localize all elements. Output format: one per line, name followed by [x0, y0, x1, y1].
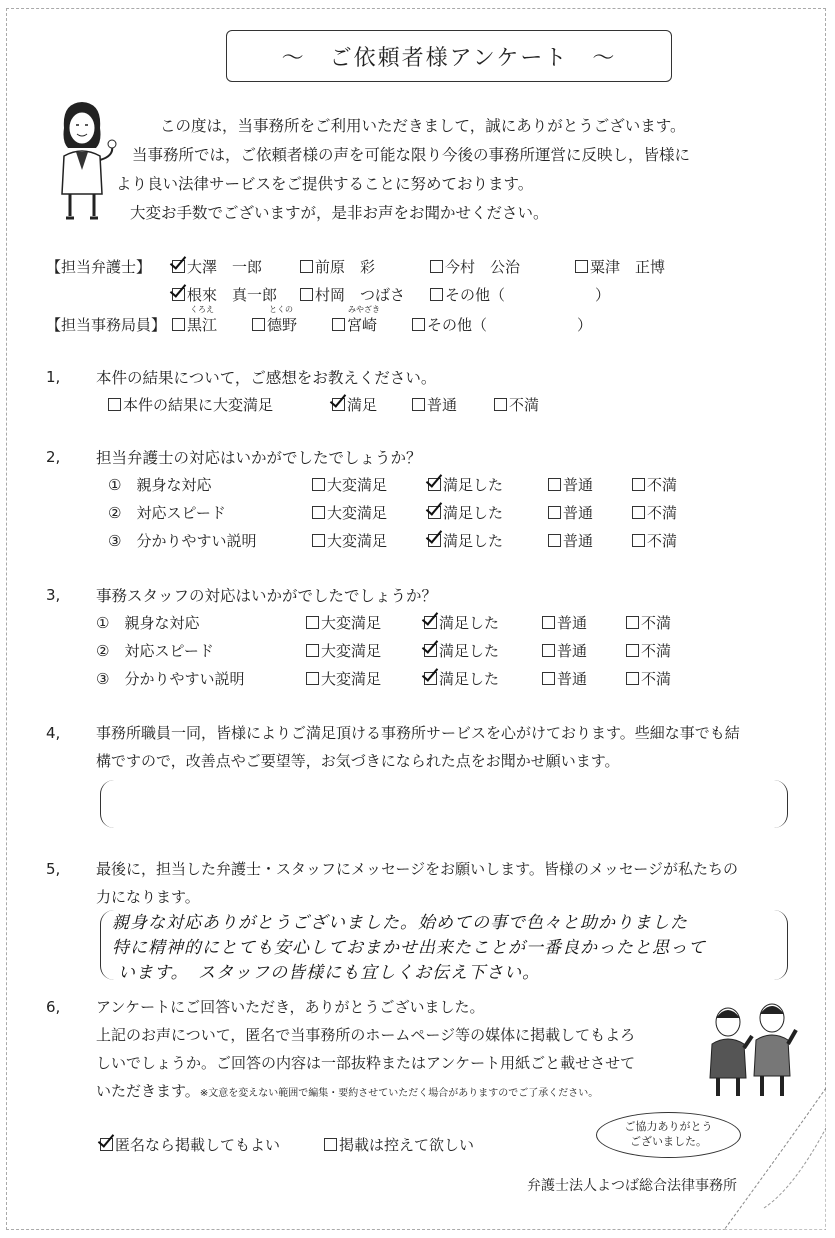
checkbox[interactable]	[548, 478, 561, 491]
answer-option[interactable]: 不満	[626, 612, 671, 633]
checkbox[interactable]	[430, 288, 443, 301]
checkbox-checked[interactable]	[424, 616, 437, 629]
checkbox[interactable]	[312, 478, 325, 491]
answer-option[interactable]: 大変満足	[312, 502, 387, 523]
checkbox[interactable]	[542, 644, 555, 657]
answer-option[interactable]: 不満	[494, 394, 539, 415]
row-label: ② 対応スピード	[96, 642, 214, 660]
question-text: 構ですので，改善点やご要望等，お気づきになられた点をお聞かせ願います。	[96, 752, 620, 770]
checkbox[interactable]	[626, 616, 639, 629]
answer-option[interactable]: 普通	[412, 394, 457, 415]
staff-option[interactable]: 宮崎	[332, 314, 377, 335]
handwritten-line: います。 スタッフの皆様にも宜しくお伝え下さい。	[118, 963, 541, 983]
checkbox[interactable]	[542, 672, 555, 685]
woman-illustration	[44, 98, 120, 222]
answer-option[interactable]: 大変満足	[306, 668, 381, 689]
question-number: 3,	[46, 586, 61, 604]
row-label: ② 対応スピード	[108, 504, 226, 522]
ruby-text: とくの	[269, 305, 293, 314]
answer-option[interactable]: 不満	[632, 530, 677, 551]
answer-option[interactable]: 普通	[548, 502, 593, 523]
question-text: しいでしょうか。ご回答の内容は一部抜粋またはアンケート用紙ごと載せさせて	[96, 1054, 636, 1072]
answer-option[interactable]: 普通	[542, 640, 587, 661]
page-title: ～ ご依頼者様アンケート ～	[226, 30, 672, 82]
checkbox[interactable]	[312, 534, 325, 547]
question-text: 最後に，担当した弁護士・スタッフにメッセージをお願いします。皆様のメッセージが私たちの	[96, 860, 739, 878]
question-text: 事務スタッフの対応はいかがでしたでしょうか？	[96, 587, 438, 605]
handwritten-line: 親身な対応ありがとうございました。始めての事で色々と助かりました	[112, 913, 688, 933]
lawyer-option[interactable]: 粟津 正博	[575, 256, 665, 277]
question-text: アンケートにご回答いただき，ありがとうございました。	[96, 998, 485, 1016]
page-curl	[724, 1088, 826, 1230]
handwritten-line: 特に精神的にとても安心しておまかせ出来たことが一番良かったと思って	[112, 938, 706, 958]
checkbox[interactable]	[332, 318, 345, 331]
checkbox[interactable]	[626, 672, 639, 685]
answer-option[interactable]: 満足した	[428, 530, 503, 551]
checkbox[interactable]	[575, 260, 588, 273]
lawyer-option[interactable]: 根來 真一郎	[172, 284, 277, 305]
question-text: いただきます。※文意を変えない範囲で編集・要約させていただく場合がありますのでご了承ください。	[96, 1082, 599, 1100]
lawyer-option[interactable]: 今村 公治	[430, 256, 520, 277]
checkbox[interactable]	[494, 398, 507, 411]
checkbox[interactable]	[306, 616, 319, 629]
answer-option[interactable]: 普通	[542, 668, 587, 689]
question-number: 2,	[46, 448, 61, 466]
checkbox[interactable]	[632, 534, 645, 547]
answer-option[interactable]: 不満	[626, 668, 671, 689]
checkbox[interactable]	[626, 644, 639, 657]
answer-option[interactable]: 普通	[548, 474, 593, 495]
row-label: ① 親身な対応	[96, 614, 200, 632]
question-text: 担当弁護士の対応はいかがでしたでしょうか？	[96, 449, 422, 467]
checkbox-checked[interactable]	[100, 1138, 113, 1151]
staff-label: 【担当事務局員】	[46, 316, 167, 334]
checkbox[interactable]	[430, 260, 443, 273]
checkbox[interactable]	[632, 506, 645, 519]
answer-option[interactable]: 満足した	[424, 612, 499, 633]
intro-text: この度は，当事務所をご利用いただきまして，誠にありがとうございます。 当事務所では，ご依頼者様の声を可能な限り今後の事務所運営に反映し，皆様に より良い法律サービスをご提供することに努めております。 大変お手数でございますが，是非お声をお聞かせください。	[116, 117, 691, 222]
checkbox-checked[interactable]	[172, 260, 185, 273]
lawyer-option[interactable]: 前原 彩	[300, 256, 375, 277]
question-text: 本件の結果について，ご感想をお教えください。	[96, 369, 437, 387]
checkbox[interactable]	[108, 398, 121, 411]
answer-option[interactable]: 満足した	[424, 668, 499, 689]
staff-option[interactable]: 黒江	[172, 314, 217, 335]
checkbox[interactable]	[312, 506, 325, 519]
checkbox[interactable]	[252, 318, 265, 331]
staff-illustration	[704, 1000, 800, 1100]
row-label: ③ 分かりやすい説明	[108, 532, 257, 550]
answer-option[interactable]: 普通	[542, 612, 587, 633]
checkbox[interactable]	[306, 672, 319, 685]
answer-option[interactable]: 満足した	[428, 502, 503, 523]
speech-bubble: ご協力ありがとう ございました。	[596, 1112, 741, 1158]
lawyer-option[interactable]: その他（ ）	[430, 284, 610, 305]
question-number: 1,	[46, 368, 61, 386]
answer-option[interactable]: 大変満足	[306, 612, 381, 633]
comment-box[interactable]	[100, 780, 788, 828]
ruby-text: くろえ	[190, 305, 214, 314]
question-number: 6,	[46, 998, 61, 1016]
firm-name: 弁護士法人よつば総合法律事務所	[527, 1178, 737, 1194]
question-number: 5,	[46, 860, 61, 878]
lawyer-label: 【担当弁護士】	[46, 258, 152, 276]
question-number: 4,	[46, 724, 61, 742]
checkbox-checked[interactable]	[424, 672, 437, 685]
question-text: 力になります。	[96, 888, 200, 906]
checkbox-checked[interactable]	[428, 506, 441, 519]
lawyer-option[interactable]: 村岡 つばさ	[300, 284, 405, 305]
question-text: 事務所職員一同，皆様によりご満足頂ける事務所サービスを心がけております。些細な事でも結	[96, 724, 740, 742]
checkbox[interactable]	[300, 288, 313, 301]
staff-option[interactable]: 德野	[252, 314, 297, 335]
checkbox[interactable]	[324, 1138, 337, 1151]
answer-option[interactable]: 不満	[632, 502, 677, 523]
checkbox[interactable]	[542, 616, 555, 629]
row-label: ③ 分かりやすい説明	[96, 670, 245, 688]
checkbox[interactable]	[300, 260, 313, 273]
answer-option[interactable]: 本件の結果に大変満足	[108, 394, 273, 415]
answer-option[interactable]: 普通	[548, 530, 593, 551]
checkbox-checked[interactable]	[172, 288, 185, 301]
checkbox-checked[interactable]	[424, 644, 437, 657]
checkbox[interactable]	[632, 478, 645, 491]
answer-option[interactable]: 不満	[632, 474, 677, 495]
checkbox[interactable]	[172, 318, 185, 331]
note-text: ※文意を変えない範囲で編集・要約させていただく場合がありますのでご了承ください。	[199, 1088, 599, 1099]
checkbox[interactable]	[306, 644, 319, 657]
checkbox-checked[interactable]	[332, 398, 345, 411]
staff-option[interactable]: その他（ ）	[412, 314, 592, 335]
publish-option[interactable]: 匿名なら掲載してもよい	[100, 1134, 280, 1155]
checkbox[interactable]	[412, 318, 425, 331]
checkbox[interactable]	[548, 534, 561, 547]
answer-option[interactable]: 大変満足	[312, 530, 387, 551]
publish-option[interactable]: 掲載は控えて欲しい	[324, 1134, 474, 1155]
row-label: ① 親身な対応	[108, 476, 212, 494]
checkbox-checked[interactable]	[428, 478, 441, 491]
question-text: 上記のお声について，匿名で当事務所のホームページ等の媒体に掲載してもよろ	[96, 1026, 636, 1044]
answer-option[interactable]: 大変満足	[306, 640, 381, 661]
answer-option[interactable]: 満足した	[424, 640, 499, 661]
answer-option[interactable]: 満足した	[428, 474, 503, 495]
checkbox[interactable]	[412, 398, 425, 411]
checkbox[interactable]	[548, 506, 561, 519]
answer-option[interactable]: 不満	[626, 640, 671, 661]
answer-option[interactable]: 大変満足	[312, 474, 387, 495]
lawyer-option[interactable]: 大澤 一郎	[172, 256, 262, 277]
checkbox-checked[interactable]	[428, 534, 441, 547]
answer-option[interactable]: 満足	[332, 394, 377, 415]
ruby-text: みやざき	[348, 305, 380, 314]
